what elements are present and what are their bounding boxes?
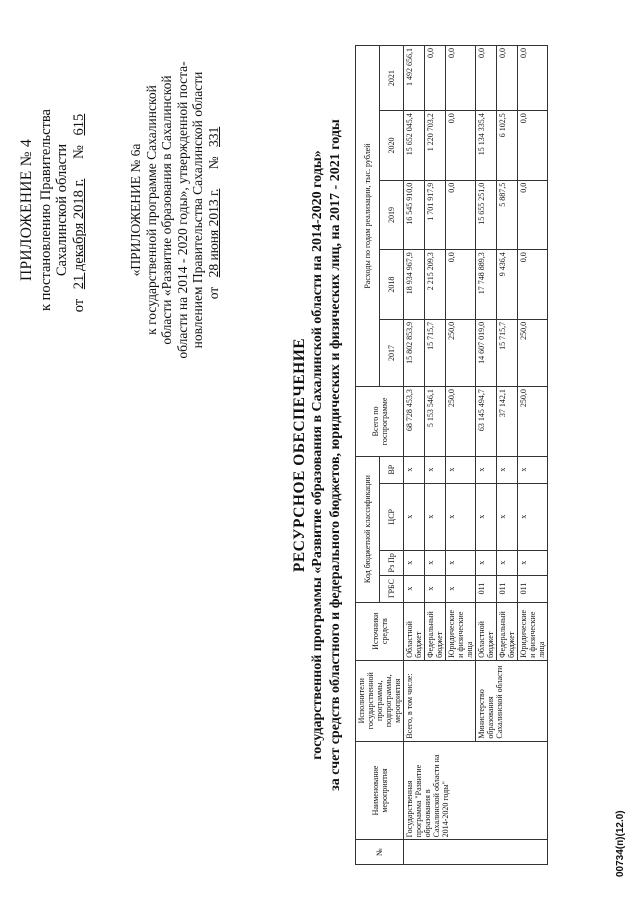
cell-vr: х — [404, 456, 425, 483]
col-header-total: Всего по госпрограмме — [356, 387, 404, 457]
cell-2019: 15 655 251,0 — [476, 180, 497, 250]
cell-vr: х — [518, 456, 548, 483]
appendix-from-label: от — [71, 298, 88, 313]
cell-2019: 0,0 — [446, 180, 476, 250]
previous-line-1: к государственной программе Сахалинской — [143, 85, 159, 335]
cell-program-name: Государственная программа "Развитие образования в Сахалинской области на 2014-2020 годы" — [404, 741, 548, 840]
col-header-name: Наименование мероприятия — [356, 741, 404, 840]
cell-2021: 0,0 — [518, 46, 548, 111]
cell-2017: 15 715,7 — [497, 319, 518, 386]
previous-no-label: № — [205, 156, 221, 170]
cell-no — [404, 840, 548, 865]
cell-ministry: Министерство образования Сахалинской области — [476, 660, 548, 741]
cell-vr: х — [446, 456, 476, 483]
col-header-budget-code: Код бюджетной классификации — [356, 456, 380, 602]
cell-2018: 9 436,4 — [497, 250, 518, 320]
cell-total-label: Всего, в том числе: — [404, 660, 476, 741]
cell-2017: 14 607 019,0 — [476, 319, 497, 386]
cell-2017: 250,0 — [518, 319, 548, 386]
previous-line-2: области «Развитие образования в Сахалинской — [159, 75, 175, 345]
cell-2019: 1 701 917,9 — [425, 180, 446, 250]
cell-2018: 0,0 — [518, 250, 548, 320]
cell-2019: 16 545 910,0 — [404, 180, 425, 250]
header-row-1 — [356, 46, 380, 865]
col-header-2021: 2021 — [380, 46, 404, 111]
cell-2018: 18 934 967,9 — [404, 250, 425, 320]
cell-csr: х — [518, 483, 548, 550]
appendix-number: 615 — [71, 113, 88, 136]
previous-date: 28 июня 2013 г. — [205, 188, 221, 278]
cell-grbs: 011 — [476, 575, 497, 602]
cell-rzpr: х — [404, 550, 425, 575]
previous-line-3: области на 2014 - 2020 годы», утвержденной поста- — [174, 61, 190, 359]
cell-source: Юридические и физические лица — [446, 602, 476, 660]
previous-appendix-block — [128, 40, 221, 380]
cell-grbs: 011 — [518, 575, 548, 602]
cell-rzpr: х — [497, 550, 518, 575]
cell-2017: 250,0 — [446, 319, 476, 386]
resource-table — [355, 45, 548, 865]
previous-title: «ПРИЛОЖЕНИЕ № 6а — [128, 143, 143, 277]
cell-csr: х — [476, 483, 497, 550]
col-header-executors: Исполнители государственной программы, подпрограммы, мероприятия — [356, 660, 404, 741]
cell-csr: х — [497, 483, 518, 550]
cell-2017: 15 715,7 — [425, 319, 446, 386]
col-header-vr: ВР — [380, 456, 404, 483]
appendix-block — [18, 45, 88, 375]
cell-total: 5 153 546,1 — [425, 387, 446, 457]
cell-2021: 0,0 — [476, 46, 497, 111]
cell-csr: х — [404, 483, 425, 550]
cell-rzpr: х — [446, 550, 476, 575]
cell-2019: 0,0 — [518, 180, 548, 250]
previous-from-label: от — [205, 286, 221, 300]
col-header-grbs: ГРБС — [380, 575, 404, 602]
cell-2019: 5 887,5 — [497, 180, 518, 250]
cell-vr: х — [476, 456, 497, 483]
cell-2020: 1 220 703,2 — [425, 111, 446, 181]
cell-2021: 1 492 656,1 — [404, 46, 425, 111]
heading-title: РЕСУРСНОЕ ОБЕСПЕЧЕНИЕ — [291, 337, 308, 573]
cell-total: 63 145 494,7 — [476, 387, 497, 457]
col-header-csr: ЦСР — [380, 483, 404, 550]
cell-2018: 0,0 — [446, 250, 476, 320]
cell-2021: 0,0 — [497, 46, 518, 111]
appendix-line-2: Сахалинской области — [54, 143, 71, 277]
col-header-2018: 2018 — [380, 250, 404, 320]
col-header-2019: 2019 — [380, 180, 404, 250]
cell-total: 37 142,1 — [497, 387, 518, 457]
col-header-2020: 2020 — [380, 111, 404, 181]
appendix-title: ПРИЛОЖЕНИЕ № 4 — [18, 138, 35, 282]
cell-total: 250,0 — [518, 387, 548, 457]
cell-2020: 0,0 — [446, 111, 476, 181]
document-heading — [290, 45, 344, 865]
cell-source: Юридические и физические лица — [518, 602, 548, 660]
col-header-2017: 2017 — [380, 319, 404, 386]
heading-line-2: государственной программы «Развитие образования в Сахалинской области на 2014-2020 годы» — [310, 150, 326, 760]
cell-source: Областной бюджет — [404, 602, 425, 660]
col-header-expenses: Расходы по годам реализации, тыс. рублей — [356, 46, 380, 387]
cell-total: 68 728 453,3 — [404, 387, 425, 457]
cell-vr: х — [425, 456, 446, 483]
appendix-date: 21 декабря 2018 г. — [71, 178, 88, 290]
cell-2018: 17 748 889,3 — [476, 250, 497, 320]
col-header-no: № — [356, 840, 404, 865]
cell-rzpr: х — [476, 550, 497, 575]
cell-2021: 0,0 — [446, 46, 476, 111]
cell-2021: 0,0 — [425, 46, 446, 111]
cell-source: Федеральный бюджет — [497, 602, 518, 660]
cell-grbs: х — [404, 575, 425, 602]
appendix-line-1: к постановлению Правительства — [37, 109, 54, 311]
cell-rzpr: х — [518, 550, 548, 575]
cell-source: Федеральный бюджет — [425, 602, 446, 660]
previous-number: 331 — [205, 126, 221, 147]
cell-2020: 0,0 — [518, 111, 548, 181]
cell-2020: 15 134 335,4 — [476, 111, 497, 181]
cell-grbs: х — [446, 575, 476, 602]
col-header-sources: Источники средств — [356, 602, 404, 660]
cell-2020: 15 652 045,4 — [404, 111, 425, 181]
heading-line-3: за счет средств областного и федерального бюджетов, юридических и физических лиц, на 2017 - 2021 годы — [327, 119, 343, 791]
cell-grbs: 011 — [497, 575, 518, 602]
appendix-date-line — [71, 45, 88, 375]
cell-csr: х — [446, 483, 476, 550]
table-row — [404, 46, 425, 865]
previous-date-line — [206, 40, 222, 380]
cell-total: 250,0 — [446, 387, 476, 457]
cell-rzpr: х — [425, 550, 446, 575]
previous-line-4: новлением Правительства Сахалинской области — [190, 71, 206, 349]
cell-grbs: х — [425, 575, 446, 602]
cell-2017: 15 802 853,9 — [404, 319, 425, 386]
cell-2018: 2 215 209,3 — [425, 250, 446, 320]
cell-source: Областной бюджет — [476, 602, 497, 660]
cell-2020: 6 102,5 — [497, 111, 518, 181]
cell-csr: х — [425, 483, 446, 550]
cell-vr: х — [497, 456, 518, 483]
col-header-rzpr: Рз Пр — [380, 550, 404, 575]
document-code: 00734(п)(12.0) — [615, 810, 626, 877]
appendix-no-label: № — [71, 145, 88, 159]
